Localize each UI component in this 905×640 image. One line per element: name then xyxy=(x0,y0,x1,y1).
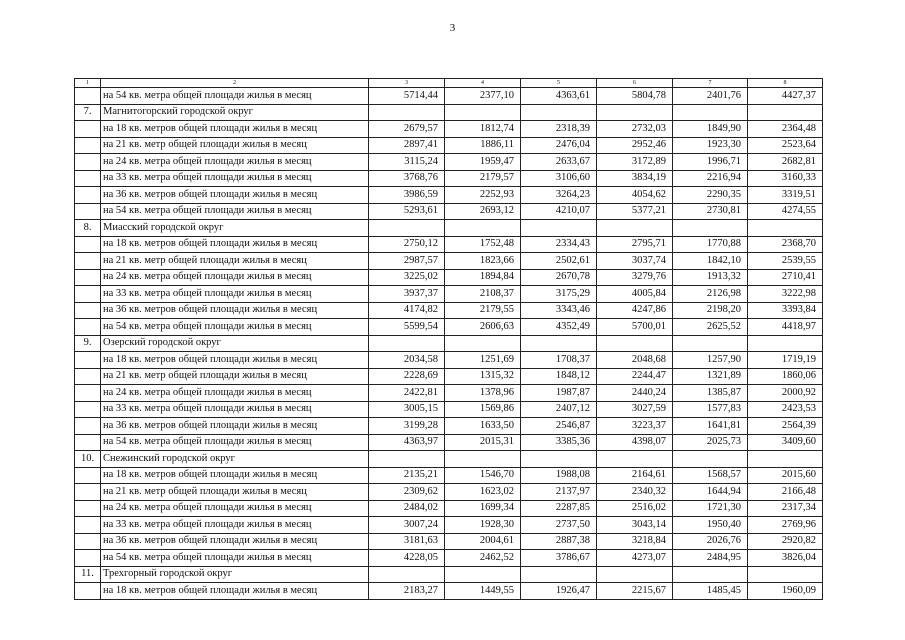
table-row xyxy=(75,368,823,385)
value-cell: 3115,24 xyxy=(369,154,445,171)
value-cell: 2516,02 xyxy=(597,500,673,517)
value-cell xyxy=(521,220,597,237)
value-cell: 2484,02 xyxy=(369,500,445,517)
value-cell: 3319,51 xyxy=(748,187,823,204)
area-label: на 18 кв. метров общей площади жилья в месяц xyxy=(101,121,369,138)
table-row xyxy=(75,517,823,534)
value-cell: 1926,47 xyxy=(521,583,597,600)
value-cell: 1633,50 xyxy=(445,418,521,435)
value-cell: 2897,41 xyxy=(369,137,445,154)
row-index xyxy=(75,253,101,270)
row-index: 8. xyxy=(75,220,101,237)
value-cell: 2252,93 xyxy=(445,187,521,204)
value-cell xyxy=(369,451,445,468)
value-cell: 3218,84 xyxy=(597,533,673,550)
value-cell xyxy=(597,220,673,237)
value-cell: 1385,87 xyxy=(673,385,748,402)
column-number: 3 xyxy=(369,79,445,88)
area-label: на 54 кв. метра общей площади жилья в месяц xyxy=(101,319,369,336)
value-cell: 2693,12 xyxy=(445,203,521,220)
value-cell: 3005,15 xyxy=(369,401,445,418)
value-cell xyxy=(673,335,748,352)
value-cell: 1913,32 xyxy=(673,269,748,286)
row-index: 11. xyxy=(75,566,101,583)
value-cell xyxy=(748,220,823,237)
area-label: на 24 кв. метра общей площади жилья в месяц xyxy=(101,500,369,517)
value-cell: 2422,81 xyxy=(369,385,445,402)
table-row xyxy=(75,352,823,369)
value-cell xyxy=(673,451,748,468)
value-cell xyxy=(673,104,748,121)
area-label: на 36 кв. метров общей площади жилья в месяц xyxy=(101,418,369,435)
value-cell xyxy=(521,566,597,583)
value-cell: 2137,97 xyxy=(521,484,597,501)
value-cell: 1257,90 xyxy=(673,352,748,369)
area-label: на 54 кв. метра общей площади жилья в месяц xyxy=(101,550,369,567)
value-cell: 2126,98 xyxy=(673,286,748,303)
value-cell xyxy=(369,220,445,237)
table-row xyxy=(75,203,823,220)
row-index xyxy=(75,583,101,600)
value-cell: 3834,19 xyxy=(597,170,673,187)
table-row xyxy=(75,385,823,402)
value-cell: 2462,52 xyxy=(445,550,521,567)
value-cell: 2244,47 xyxy=(597,368,673,385)
value-cell: 2318,39 xyxy=(521,121,597,138)
value-cell: 2000,92 xyxy=(748,385,823,402)
value-cell: 1848,12 xyxy=(521,368,597,385)
value-cell xyxy=(521,335,597,352)
page-number: 3 xyxy=(449,22,456,34)
value-cell: 3175,29 xyxy=(521,286,597,303)
value-cell: 3986,59 xyxy=(369,187,445,204)
value-cell: 2025,73 xyxy=(673,434,748,451)
table-row xyxy=(75,137,823,154)
row-index xyxy=(75,385,101,402)
value-cell: 2484,95 xyxy=(673,550,748,567)
value-cell: 1568,57 xyxy=(673,467,748,484)
area-label: на 24 кв. метра общей площади жилья в месяц xyxy=(101,385,369,402)
value-cell: 2183,27 xyxy=(369,583,445,600)
row-index xyxy=(75,203,101,220)
table-body xyxy=(75,79,823,600)
area-label: на 18 кв. метров общей площади жилья в месяц xyxy=(101,583,369,600)
value-cell: 3222,98 xyxy=(748,286,823,303)
value-cell: 1321,89 xyxy=(673,368,748,385)
value-cell: 5599,54 xyxy=(369,319,445,336)
column-number-row xyxy=(75,79,823,88)
area-label: на 36 кв. метров общей площади жилья в месяц xyxy=(101,187,369,204)
value-cell xyxy=(673,220,748,237)
district-row xyxy=(75,451,823,468)
district-row xyxy=(75,566,823,583)
value-cell: 2423,53 xyxy=(748,401,823,418)
row-index xyxy=(75,484,101,501)
column-number: 4 xyxy=(445,79,521,88)
value-cell: 4363,97 xyxy=(369,434,445,451)
value-cell: 4247,86 xyxy=(597,302,673,319)
value-cell: 1378,96 xyxy=(445,385,521,402)
value-cell: 2215,67 xyxy=(597,583,673,600)
row-index xyxy=(75,187,101,204)
value-cell: 2795,71 xyxy=(597,236,673,253)
value-cell: 1849,90 xyxy=(673,121,748,138)
value-cell: 1770,88 xyxy=(673,236,748,253)
row-index: 7. xyxy=(75,104,101,121)
table-row xyxy=(75,154,823,171)
value-cell: 1812,74 xyxy=(445,121,521,138)
row-index xyxy=(75,236,101,253)
value-cell: 2034,58 xyxy=(369,352,445,369)
value-cell: 2287,85 xyxy=(521,500,597,517)
value-cell: 2401,76 xyxy=(673,88,748,105)
value-cell: 4228,05 xyxy=(369,550,445,567)
value-cell: 5377,21 xyxy=(597,203,673,220)
value-cell: 2048,68 xyxy=(597,352,673,369)
value-cell: 2407,12 xyxy=(521,401,597,418)
value-cell: 3106,60 xyxy=(521,170,597,187)
value-cell: 2564,39 xyxy=(748,418,823,435)
value-cell xyxy=(597,451,673,468)
value-cell: 4005,84 xyxy=(597,286,673,303)
table-row xyxy=(75,269,823,286)
value-cell: 1449,55 xyxy=(445,583,521,600)
value-cell: 1886,11 xyxy=(445,137,521,154)
value-cell: 2682,81 xyxy=(748,154,823,171)
area-label: на 21 кв. метр общей площади жилья в месяц xyxy=(101,137,369,154)
value-cell: 1699,34 xyxy=(445,500,521,517)
row-index xyxy=(75,121,101,138)
value-cell: 1569,86 xyxy=(445,401,521,418)
value-cell xyxy=(597,566,673,583)
table-row xyxy=(75,286,823,303)
row-index xyxy=(75,517,101,534)
value-cell: 2476,04 xyxy=(521,137,597,154)
value-cell: 3343,46 xyxy=(521,302,597,319)
value-cell: 2364,48 xyxy=(748,121,823,138)
value-cell: 1752,48 xyxy=(445,236,521,253)
value-cell xyxy=(521,451,597,468)
value-cell: 2952,46 xyxy=(597,137,673,154)
table-row xyxy=(75,236,823,253)
area-label: на 54 кв. метра общей площади жилья в месяц xyxy=(101,88,369,105)
table-row xyxy=(75,500,823,517)
value-cell: 2004,61 xyxy=(445,533,521,550)
area-label: на 24 кв. метра общей площади жилья в месяц xyxy=(101,269,369,286)
area-label: на 33 кв. метра общей площади жилья в месяц xyxy=(101,401,369,418)
value-cell: 2606,63 xyxy=(445,319,521,336)
value-cell: 1577,83 xyxy=(673,401,748,418)
value-cell xyxy=(597,335,673,352)
value-cell: 3279,76 xyxy=(597,269,673,286)
value-cell xyxy=(748,566,823,583)
row-index xyxy=(75,434,101,451)
value-cell: 2625,52 xyxy=(673,319,748,336)
table-row xyxy=(75,187,823,204)
value-cell: 2290,35 xyxy=(673,187,748,204)
value-cell: 3199,28 xyxy=(369,418,445,435)
table-row xyxy=(75,484,823,501)
area-label: на 18 кв. метров общей площади жилья в месяц xyxy=(101,467,369,484)
value-cell: 3007,24 xyxy=(369,517,445,534)
column-number: 1 xyxy=(75,79,101,88)
row-index xyxy=(75,500,101,517)
column-number: 7 xyxy=(673,79,748,88)
value-cell: 4274,55 xyxy=(748,203,823,220)
value-cell: 1546,70 xyxy=(445,467,521,484)
value-cell: 3027,59 xyxy=(597,401,673,418)
table-row xyxy=(75,170,823,187)
row-index xyxy=(75,269,101,286)
value-cell: 2502,61 xyxy=(521,253,597,270)
value-cell: 2732,03 xyxy=(597,121,673,138)
area-label: на 21 кв. метр общей площади жилья в месяц xyxy=(101,368,369,385)
value-cell: 2920,82 xyxy=(748,533,823,550)
area-label: на 33 кв. метра общей площади жилья в месяц xyxy=(101,517,369,534)
value-cell: 4363,61 xyxy=(521,88,597,105)
value-cell: 2633,67 xyxy=(521,154,597,171)
value-cell: 3160,33 xyxy=(748,170,823,187)
value-cell: 3409,60 xyxy=(748,434,823,451)
value-cell xyxy=(445,104,521,121)
district-name: Магнитогорский городской округ xyxy=(101,104,369,121)
value-cell: 1842,10 xyxy=(673,253,748,270)
value-cell: 2334,43 xyxy=(521,236,597,253)
table-row xyxy=(75,253,823,270)
value-cell: 2108,37 xyxy=(445,286,521,303)
column-number: 8 xyxy=(748,79,823,88)
value-cell: 2368,70 xyxy=(748,236,823,253)
value-cell: 2026,76 xyxy=(673,533,748,550)
value-cell: 4352,49 xyxy=(521,319,597,336)
district-name: Трехгорный городской округ xyxy=(101,566,369,583)
table-row xyxy=(75,319,823,336)
value-cell: 2216,94 xyxy=(673,170,748,187)
value-cell: 2737,50 xyxy=(521,517,597,534)
value-cell: 2730,81 xyxy=(673,203,748,220)
value-cell: 2440,24 xyxy=(597,385,673,402)
value-cell: 2670,78 xyxy=(521,269,597,286)
value-cell xyxy=(597,104,673,121)
value-cell: 1641,81 xyxy=(673,418,748,435)
value-cell xyxy=(445,335,521,352)
district-row xyxy=(75,220,823,237)
row-index: 9. xyxy=(75,335,101,352)
value-cell: 2710,41 xyxy=(748,269,823,286)
row-index xyxy=(75,302,101,319)
value-cell: 1923,30 xyxy=(673,137,748,154)
value-cell: 1719,19 xyxy=(748,352,823,369)
value-cell: 2769,96 xyxy=(748,517,823,534)
value-cell: 2164,61 xyxy=(597,467,673,484)
value-cell: 1950,40 xyxy=(673,517,748,534)
value-cell: 2340,32 xyxy=(597,484,673,501)
value-cell: 1708,37 xyxy=(521,352,597,369)
row-index xyxy=(75,88,101,105)
value-cell xyxy=(673,566,748,583)
area-label: на 54 кв. метра общей площади жилья в месяц xyxy=(101,203,369,220)
column-number: 2 xyxy=(101,79,369,88)
value-cell xyxy=(445,566,521,583)
value-cell: 4418,97 xyxy=(748,319,823,336)
value-cell: 3768,76 xyxy=(369,170,445,187)
value-cell: 4398,07 xyxy=(597,434,673,451)
area-label: на 18 кв. метров общей площади жилья в месяц xyxy=(101,236,369,253)
value-cell: 2317,34 xyxy=(748,500,823,517)
row-index xyxy=(75,401,101,418)
district-name: Снежинский городской округ xyxy=(101,451,369,468)
value-cell: 1823,66 xyxy=(445,253,521,270)
value-cell: 1996,71 xyxy=(673,154,748,171)
table-row xyxy=(75,121,823,138)
area-label: на 33 кв. метра общей площади жилья в месяц xyxy=(101,286,369,303)
row-index xyxy=(75,550,101,567)
table-row xyxy=(75,550,823,567)
table-row xyxy=(75,302,823,319)
value-cell: 3393,84 xyxy=(748,302,823,319)
value-cell: 3181,63 xyxy=(369,533,445,550)
table-row xyxy=(75,467,823,484)
value-cell: 1251,69 xyxy=(445,352,521,369)
table-row xyxy=(75,401,823,418)
value-cell: 2179,55 xyxy=(445,302,521,319)
value-cell: 3043,14 xyxy=(597,517,673,534)
value-cell: 3172,89 xyxy=(597,154,673,171)
value-cell: 4054,62 xyxy=(597,187,673,204)
value-cell: 1315,32 xyxy=(445,368,521,385)
value-cell xyxy=(748,451,823,468)
district-row xyxy=(75,335,823,352)
tariff-table xyxy=(74,78,823,600)
table-row xyxy=(75,434,823,451)
value-cell: 2377,10 xyxy=(445,88,521,105)
value-cell: 2135,21 xyxy=(369,467,445,484)
value-cell: 2309,62 xyxy=(369,484,445,501)
value-cell: 2539,55 xyxy=(748,253,823,270)
value-cell: 3225,02 xyxy=(369,269,445,286)
value-cell: 1485,45 xyxy=(673,583,748,600)
value-cell: 1623,02 xyxy=(445,484,521,501)
value-cell xyxy=(369,335,445,352)
value-cell xyxy=(521,104,597,121)
value-cell xyxy=(748,335,823,352)
value-cell: 5804,78 xyxy=(597,88,673,105)
value-cell: 3385,36 xyxy=(521,434,597,451)
value-cell: 1894,84 xyxy=(445,269,521,286)
value-cell: 3037,74 xyxy=(597,253,673,270)
value-cell: 2523,64 xyxy=(748,137,823,154)
district-name: Миасский городской округ xyxy=(101,220,369,237)
value-cell: 2546,87 xyxy=(521,418,597,435)
row-index xyxy=(75,137,101,154)
value-cell: 4210,07 xyxy=(521,203,597,220)
value-cell: 2987,57 xyxy=(369,253,445,270)
area-label: на 21 кв. метр общей площади жилья в месяц xyxy=(101,253,369,270)
value-cell: 4273,07 xyxy=(597,550,673,567)
value-cell: 5293,61 xyxy=(369,203,445,220)
value-cell: 1860,06 xyxy=(748,368,823,385)
value-cell: 1928,30 xyxy=(445,517,521,534)
row-index xyxy=(75,319,101,336)
value-cell: 1960,09 xyxy=(748,583,823,600)
row-index xyxy=(75,368,101,385)
row-index xyxy=(75,154,101,171)
value-cell xyxy=(445,451,521,468)
value-cell xyxy=(369,104,445,121)
value-cell: 3264,23 xyxy=(521,187,597,204)
value-cell: 2166,48 xyxy=(748,484,823,501)
value-cell: 4427,37 xyxy=(748,88,823,105)
row-index xyxy=(75,286,101,303)
area-label: на 36 кв. метров общей площади жилья в месяц xyxy=(101,302,369,319)
value-cell: 1721,30 xyxy=(673,500,748,517)
value-cell: 3786,67 xyxy=(521,550,597,567)
value-cell: 5714,44 xyxy=(369,88,445,105)
value-cell: 3223,37 xyxy=(597,418,673,435)
area-label: на 36 кв. метров общей площади жилья в месяц xyxy=(101,533,369,550)
value-cell: 4174,82 xyxy=(369,302,445,319)
value-cell: 1987,87 xyxy=(521,385,597,402)
value-cell: 1959,47 xyxy=(445,154,521,171)
value-cell: 3826,04 xyxy=(748,550,823,567)
value-cell xyxy=(369,566,445,583)
value-cell: 2198,20 xyxy=(673,302,748,319)
value-cell: 2679,57 xyxy=(369,121,445,138)
value-cell: 2750,12 xyxy=(369,236,445,253)
value-cell: 2015,31 xyxy=(445,434,521,451)
area-label: на 18 кв. метров общей площади жилья в месяц xyxy=(101,352,369,369)
row-index xyxy=(75,467,101,484)
area-label: на 33 кв. метра общей площади жилья в месяц xyxy=(101,170,369,187)
value-cell: 1644,94 xyxy=(673,484,748,501)
value-cell: 2015,60 xyxy=(748,467,823,484)
value-cell: 2179,57 xyxy=(445,170,521,187)
value-cell xyxy=(445,220,521,237)
area-label: на 24 кв. метра общей площади жилья в месяц xyxy=(101,154,369,171)
area-label: на 54 кв. метра общей площади жилья в месяц xyxy=(101,434,369,451)
row-index xyxy=(75,533,101,550)
value-cell: 3937,37 xyxy=(369,286,445,303)
row-index xyxy=(75,170,101,187)
row-index xyxy=(75,418,101,435)
table-row xyxy=(75,533,823,550)
district-row xyxy=(75,104,823,121)
table-row xyxy=(75,583,823,600)
row-index xyxy=(75,352,101,369)
table-row xyxy=(75,88,823,105)
value-cell: 2887,38 xyxy=(521,533,597,550)
value-cell: 1988,08 xyxy=(521,467,597,484)
table-row xyxy=(75,418,823,435)
area-label: на 21 кв. метр общей площади жилья в месяц xyxy=(101,484,369,501)
district-name: Озерский городской округ xyxy=(101,335,369,352)
row-index: 10. xyxy=(75,451,101,468)
value-cell xyxy=(748,104,823,121)
column-number: 6 xyxy=(597,79,673,88)
value-cell: 2228,69 xyxy=(369,368,445,385)
column-number: 5 xyxy=(521,79,597,88)
value-cell: 5700,01 xyxy=(597,319,673,336)
